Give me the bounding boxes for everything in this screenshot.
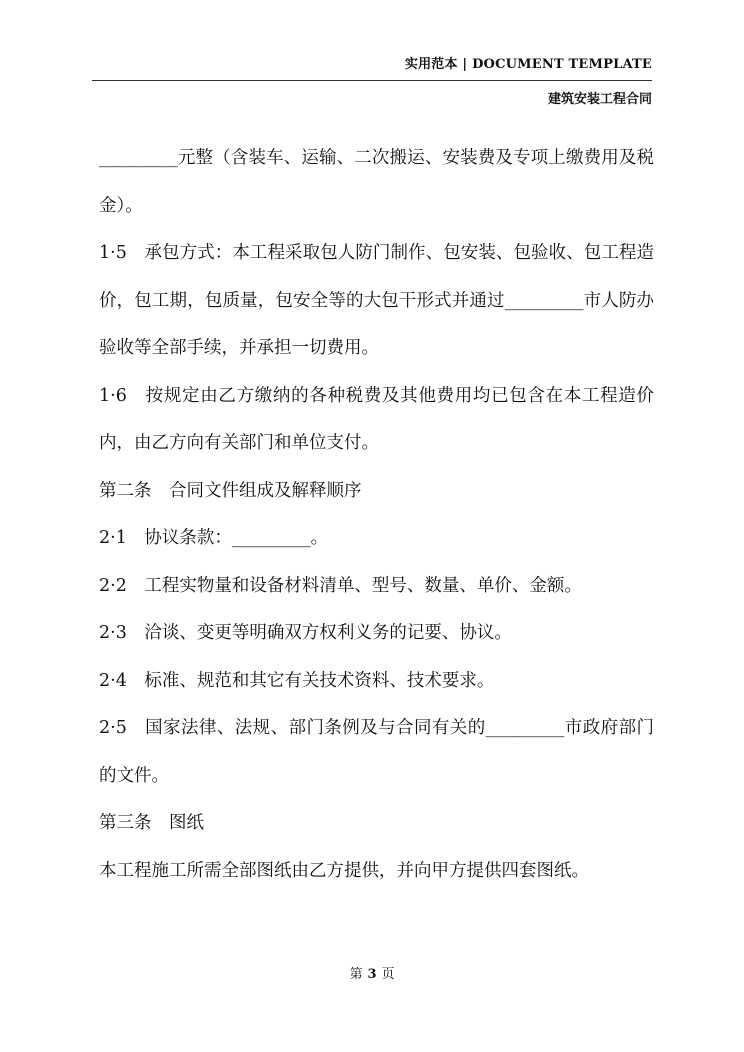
paragraph-clause-2-3: 2·3 洽谈、变更等明确双方权利义务的记要、协议。 — [99, 623, 512, 643]
section-heading-article-3: 第三条 图纸 — [99, 813, 204, 833]
paragraph-clause-2-1: 2·1 协议条款：_________。 — [99, 528, 329, 548]
paragraph-clause-1-5: 1·5 承包方式：本工程采取包人防门制作、包安装、包验收、包工程造价，包工期，包质量，包安全等的大包干形式并通过_________市人防办验收等全部手续，并承担一切费用。 — [99, 243, 654, 358]
paragraph-clause-2-5: 2·5 国家法律、法规、部门条例及与合同有关的_________市政府部门的文件。 — [99, 718, 654, 786]
page-number: 3 — [367, 967, 377, 982]
paragraph-clause-2-2: 2·2 工程实物量和设备材料清单、型号、数量、单价、金额。 — [99, 575, 582, 596]
page-label-suffix: 页 — [381, 967, 395, 982]
page-footer — [0, 963, 744, 982]
header-divider — [92, 80, 652, 81]
paragraph-clause-1-6: 1·6 按规定由乙方缴纳的各种税费及其他费用均已包含在本工程造价内，由乙方向有关部门和单位支付。 — [99, 385, 654, 453]
section-heading-article-2: 第二条 合同文件组成及解释顺序 — [99, 480, 362, 501]
contract-body — [99, 135, 654, 895]
paragraph-price-note: _________元整（含装车、运输、二次搬运、安装费及专项上缴费用及税金）。 — [99, 148, 654, 216]
paragraph-drawings: 本工程施工所需全部图纸由乙方提供，并向甲方提供四套图纸。 — [99, 860, 589, 881]
document-header-subtitle: 建筑安装工程合同 — [547, 92, 652, 107]
paragraph-clause-2-4: 2·4 标准、规范和其它有关技术资料、技术要求。 — [99, 670, 495, 691]
page-label-prefix: 第 — [349, 967, 363, 982]
document-header-title: 实用范本 | DOCUMENT TEMPLATE — [404, 57, 652, 72]
